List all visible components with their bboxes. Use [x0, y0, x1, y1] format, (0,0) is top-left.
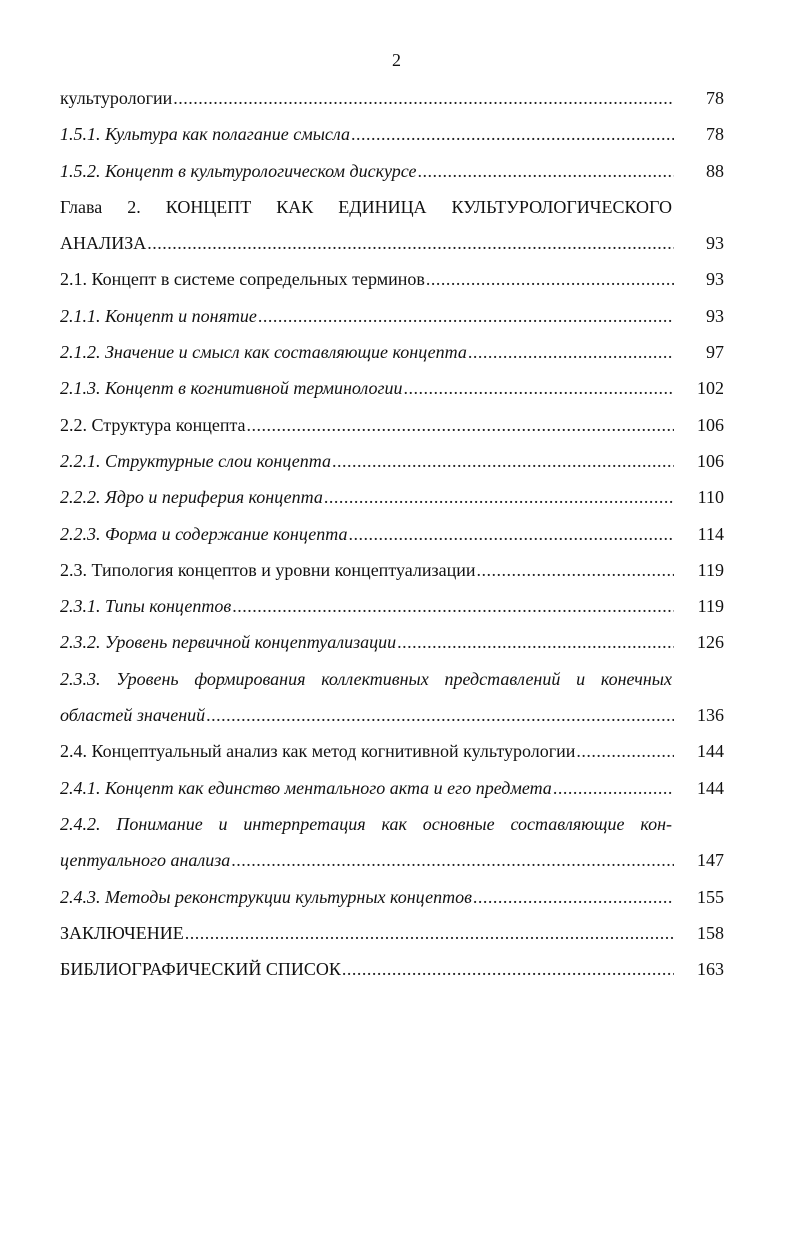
toc-entry-page: 144 — [697, 741, 724, 762]
dot-leader — [576, 733, 674, 769]
toc-entry-page: 97 — [706, 342, 724, 363]
table-of-contents — [60, 80, 724, 987]
dot-leader — [324, 479, 674, 515]
dot-leader — [342, 951, 674, 987]
toc-entry-page: 93 — [706, 269, 724, 290]
dot-leader — [553, 770, 674, 806]
toc-entry — [60, 516, 724, 552]
toc-entry-title: 2.4.1. Концепт как единство ментального акта и его предмета — [60, 777, 552, 798]
toc-entry — [60, 697, 724, 733]
toc-entry — [60, 915, 724, 951]
toc-entry — [60, 261, 724, 297]
toc-entry — [60, 624, 724, 660]
toc-entry — [60, 661, 724, 697]
toc-entry-page: 102 — [697, 378, 724, 399]
toc-entry-title: 2.3.1. Типы концептов — [60, 596, 232, 617]
toc-entry-title: 2.3.3. Уровень формирования коллективных представлений и конечных — [60, 668, 672, 689]
toc-entry-title: 2.2.1. Структурные слои концепта — [60, 450, 331, 471]
dot-leader — [206, 697, 674, 733]
toc-entry — [60, 806, 724, 842]
toc-entry-title: 2.3. Типология концептов и уровни концептуализации — [60, 559, 476, 580]
toc-entry-title: 2.1.3. Концепт в когнитивной терминологии — [60, 378, 403, 399]
toc-entry-title: 2.1.1. Концепт и понятие — [60, 305, 257, 326]
toc-entry — [60, 407, 724, 443]
toc-entry — [60, 334, 724, 370]
toc-entry-page: 144 — [697, 777, 724, 798]
toc-entry-title: 2.4.2. Понимание и интерпретация как основные составляющие кон- — [60, 813, 672, 834]
dot-leader — [247, 407, 674, 443]
dot-leader — [231, 842, 674, 878]
toc-entry — [60, 225, 724, 261]
dot-leader — [173, 80, 674, 116]
toc-entry — [60, 951, 724, 987]
toc-entry-title: областей значений — [60, 705, 206, 726]
dot-leader — [473, 879, 674, 915]
toc-entry-page: 163 — [697, 959, 724, 980]
dot-leader — [232, 588, 674, 624]
dot-leader — [258, 298, 674, 334]
toc-entry — [60, 588, 724, 624]
toc-entry-page: 88 — [706, 160, 724, 181]
page-number: 2 — [392, 50, 401, 70]
toc-entry-page: 78 — [706, 124, 724, 145]
toc-entry-page: 136 — [697, 705, 724, 726]
toc-entry-title: 1.5.1. Культура как полагание смысла — [60, 124, 350, 145]
dot-leader — [185, 915, 674, 951]
toc-entry-title: культурологии — [60, 88, 173, 108]
dot-leader — [468, 334, 674, 370]
toc-entry-title: 2.3.2. Уровень первичной концептуализации — [60, 632, 397, 653]
toc-entry-title: 2.1.2. Значение и смысл как составляющие концепта — [60, 342, 467, 363]
toc-entry-page: 106 — [697, 450, 724, 471]
toc-entry-page: 147 — [697, 850, 724, 871]
toc-entry-title: Глава 2. КОНЦЕПТ КАК ЕДИНИЦА КУЛЬТУРОЛОГИЧЕСКОГО — [60, 196, 672, 217]
dot-leader — [397, 624, 674, 660]
toc-entry-page: 155 — [697, 886, 724, 907]
toc-entry-title: АНАЛИЗА — [60, 233, 147, 254]
toc-entry — [60, 370, 724, 406]
dot-leader — [348, 516, 674, 552]
toc-entry — [60, 153, 724, 189]
toc-entry-title: БИБЛИОГРАФИЧЕСКИЙ СПИСОК — [60, 959, 341, 980]
toc-entry-page: 93 — [706, 233, 724, 254]
dot-leader — [147, 225, 674, 261]
toc-entry-page: 106 — [697, 414, 724, 435]
toc-entry — [60, 189, 724, 225]
toc-entry — [60, 443, 724, 479]
toc-entry — [60, 116, 724, 152]
dot-leader — [418, 153, 675, 189]
toc-entry-page: 114 — [697, 523, 724, 544]
toc-entry — [60, 298, 724, 334]
toc-entry — [60, 842, 724, 878]
toc-entry-title: 2.1. Концепт в системе сопредельных терминов — [60, 269, 425, 290]
toc-entry — [60, 479, 724, 515]
dot-leader — [332, 443, 674, 479]
toc-entry-title: 2.2.2. Ядро и периферия концепта — [60, 487, 323, 508]
toc-entry — [60, 552, 724, 588]
toc-entry-title: 1.5.2. Концепт в культурологическом дискурсе — [60, 160, 417, 181]
toc-entry — [60, 80, 724, 116]
toc-entry-title: 2.2.3. Форма и содержание концепта — [60, 523, 348, 544]
toc-entry-title: 2.4.3. Методы реконструкции культурных концептов — [60, 886, 472, 907]
dot-leader — [426, 261, 674, 297]
toc-entry-page: 93 — [706, 305, 724, 326]
toc-entry-page: 119 — [697, 596, 724, 617]
toc-entry-title: 2.2. Структура концепта — [60, 414, 246, 435]
dot-leader — [404, 370, 674, 406]
toc-entry-title: цептуального анализа — [60, 850, 231, 871]
toc-entry-title: 2.4. Концептуальный анализ как метод когнитивной культурологии — [60, 741, 576, 762]
toc-entry-page: 119 — [697, 559, 724, 580]
toc-entry — [60, 879, 724, 915]
dot-leader — [351, 116, 674, 152]
toc-entry-page: 126 — [697, 632, 724, 653]
toc-entry-page: 158 — [697, 922, 724, 943]
toc-entry-title: ЗАКЛЮЧЕНИЕ — [60, 922, 184, 943]
toc-entry — [60, 733, 724, 769]
toc-entry-page: 110 — [697, 487, 724, 508]
toc-entry — [60, 770, 724, 806]
dot-leader — [476, 552, 674, 588]
toc-entry-page: 78 — [706, 88, 724, 108]
